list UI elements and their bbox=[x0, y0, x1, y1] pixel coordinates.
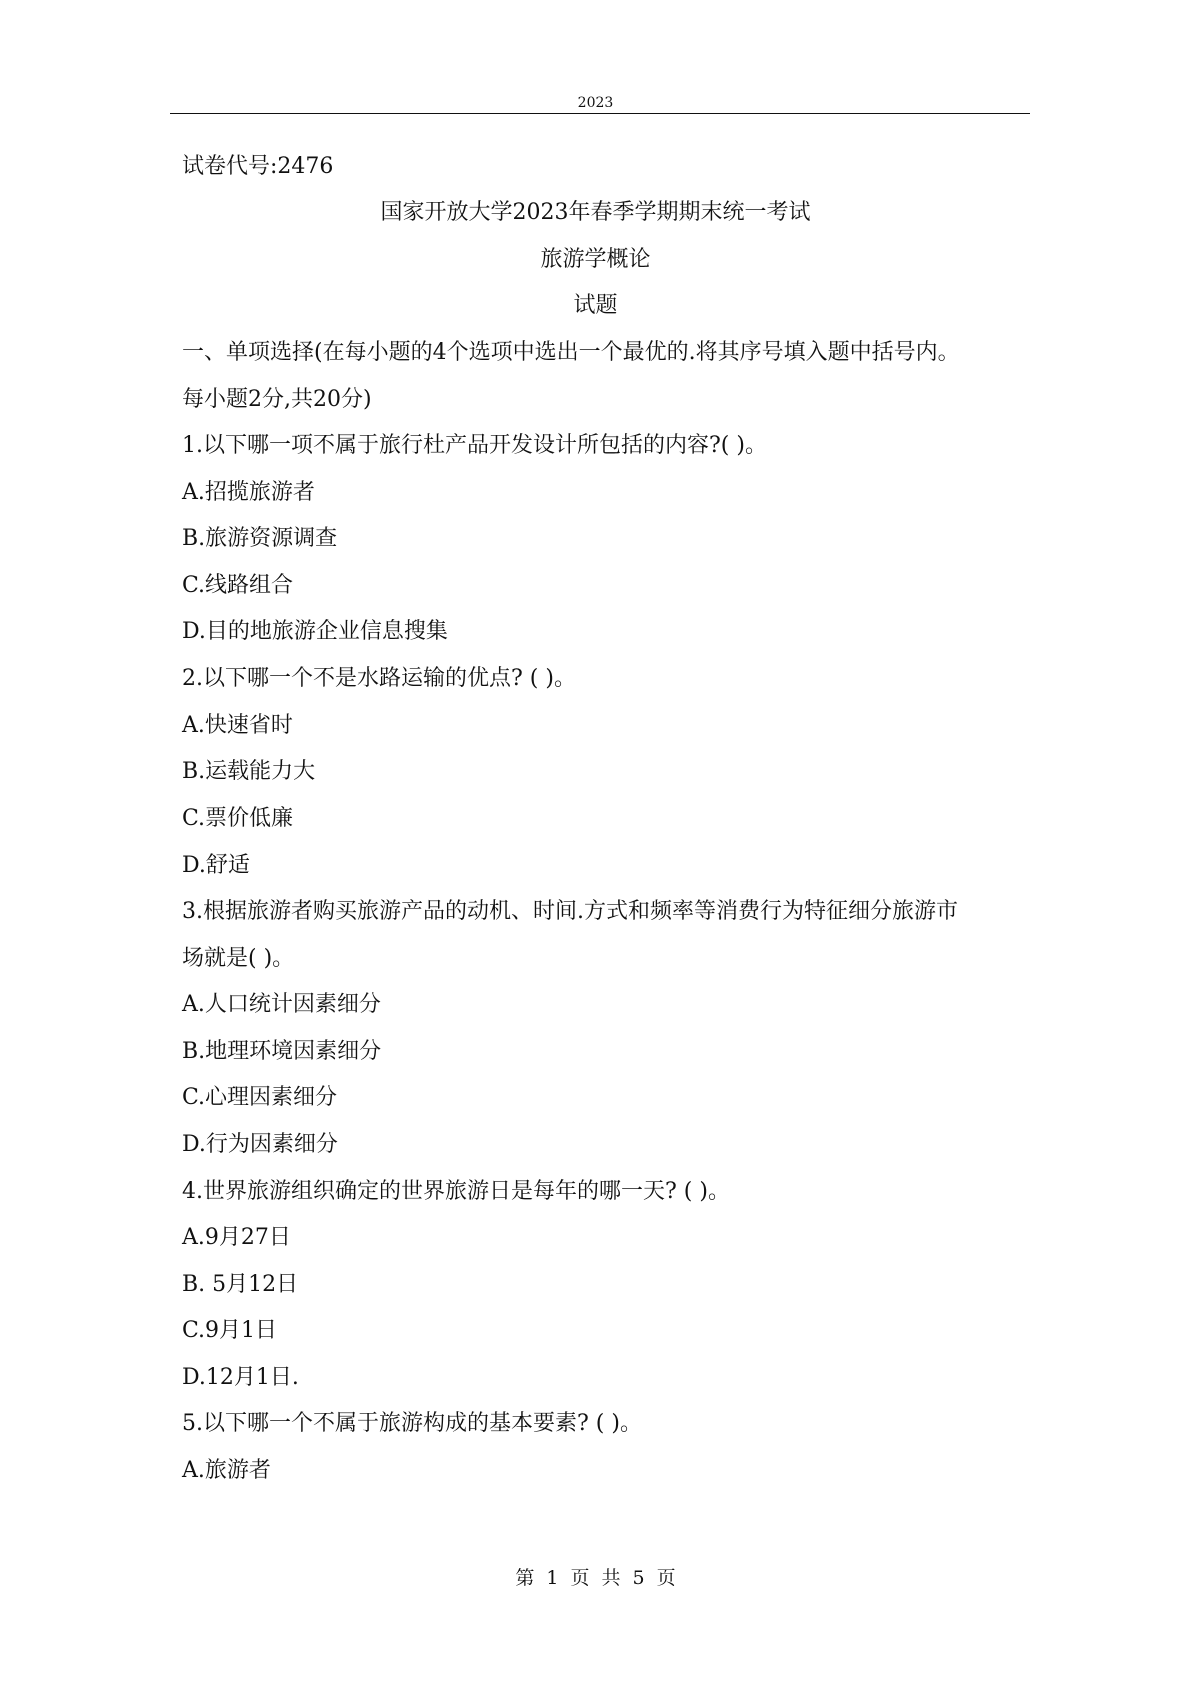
question-stem: 1.以下哪一项不属于旅行杜产品开发设计所包括的内容?( )。 bbox=[182, 433, 767, 458]
instructions-line: 每小题2分,共20分) bbox=[182, 387, 372, 412]
answer-option: C.心理因素细分 bbox=[182, 1085, 338, 1110]
answer-option: A.招揽旅游者 bbox=[182, 480, 315, 505]
exam-title: 国家开放大学2023年春季学期期末统一考试 bbox=[380, 200, 811, 225]
answer-option: A.旅游者 bbox=[182, 1458, 271, 1483]
answer-option: D.舒适 bbox=[182, 853, 250, 878]
answer-option: D.12月1日. bbox=[182, 1365, 299, 1390]
instructions-line: 一、单项选择(在每小题的4个选项中选出一个最优的.将其序号填入题中括号内。 bbox=[182, 340, 960, 365]
question-stem: 4.世界旅游组织确定的世界旅游日是每年的哪一天? ( )。 bbox=[182, 1179, 730, 1204]
answer-option: B.运载能力大 bbox=[182, 759, 316, 784]
answer-option: C.票价低廉 bbox=[182, 806, 294, 831]
question-stem: 5.以下哪一个不属于旅游构成的基本要素? ( )。 bbox=[182, 1411, 642, 1436]
answer-option: A.9月27日 bbox=[182, 1225, 291, 1250]
answer-option: A.人口统计因素细分 bbox=[182, 992, 381, 1017]
answer-option: D.目的地旅游企业信息搜集 bbox=[182, 619, 448, 644]
question-stem: 场就是( )。 bbox=[182, 946, 295, 971]
exam-code: 试卷代号:2476 bbox=[182, 154, 334, 179]
exam-subject: 旅游学概论 bbox=[540, 247, 651, 272]
answer-option: A.快速省时 bbox=[182, 713, 293, 738]
page-header-text: 2023 bbox=[577, 95, 614, 111]
answer-option: D.行为因素细分 bbox=[182, 1132, 338, 1157]
answer-option: C.线路组合 bbox=[182, 573, 294, 598]
answer-option: B. 5月12日 bbox=[182, 1272, 299, 1297]
question-stem: 3.根据旅游者购买旅游产品的动机、时间.方式和频率等消费行为特征细分旅游市 bbox=[182, 899, 958, 924]
page-header-rule bbox=[170, 113, 1030, 114]
page-footer: 第 1 页 共 5 页 bbox=[515, 1567, 676, 1589]
answer-option: B.地理环境因素细分 bbox=[182, 1039, 382, 1064]
answer-option: C.9月1日 bbox=[182, 1318, 278, 1343]
answer-option: B.旅游资源调查 bbox=[182, 526, 338, 551]
section-heading: 试题 bbox=[573, 293, 618, 318]
question-stem: 2.以下哪一个不是水路运输的优点? ( )。 bbox=[182, 666, 576, 691]
